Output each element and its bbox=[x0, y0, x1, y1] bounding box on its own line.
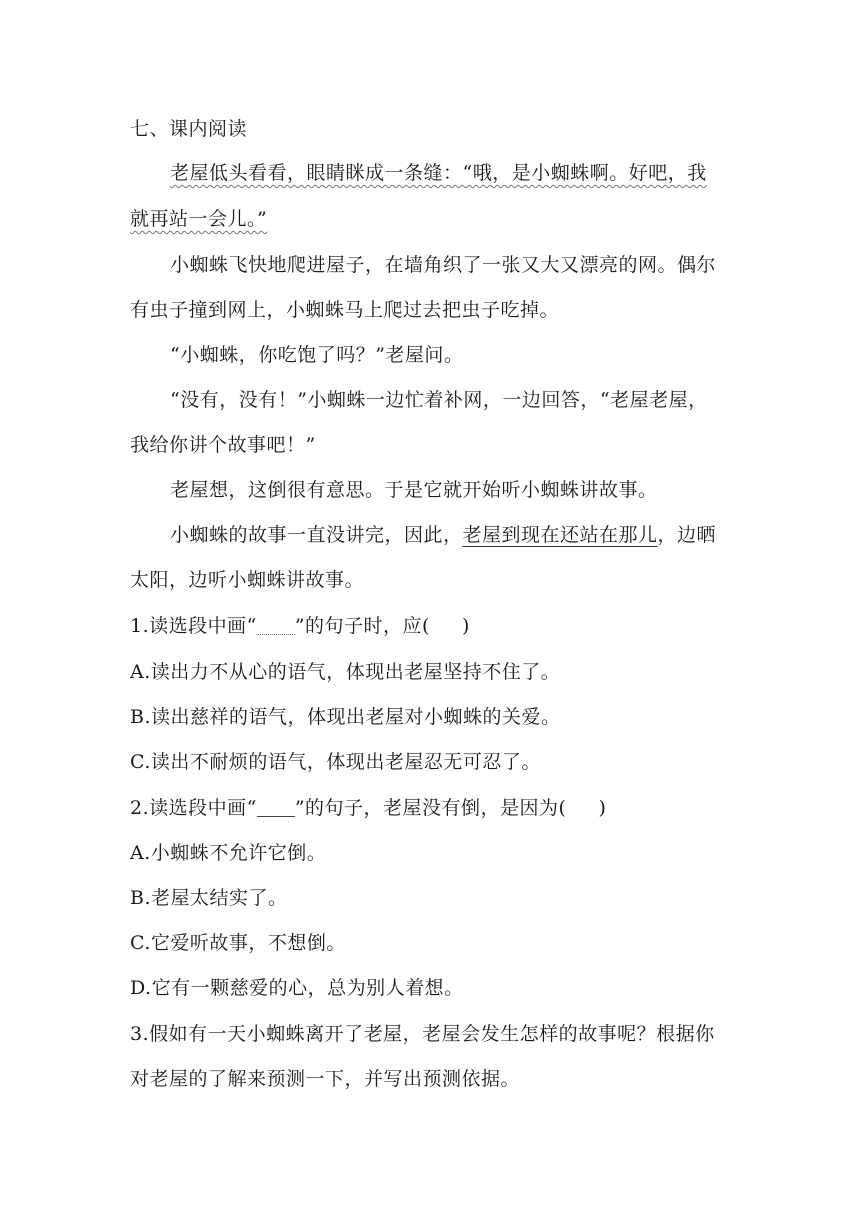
passage-paragraph-3: “小蜘蛛，你吃饱了吗？”老屋问。 bbox=[170, 344, 464, 366]
passage-paragraph-2-line-2: 有虫子撞到网上，小蜘蛛马上爬过去把虫子吃掉。 bbox=[130, 299, 560, 321]
paragraph-6-text-after: ，边晒 bbox=[657, 524, 717, 546]
q1-option-c: C.读出不耐烦的语气，体现出老屋忍无可忍了。 bbox=[130, 751, 541, 773]
section-title: 七、课内阅读 bbox=[130, 118, 248, 140]
passage-paragraph-6-line-1 bbox=[170, 522, 716, 548]
q2-stem-pre: 2.读选段中画“ bbox=[130, 797, 257, 819]
q2-stem-post: ”的句子，老屋没有倒，是因为( bbox=[294, 797, 567, 819]
passage-paragraph-4-line-1: “没有，没有！”小蜘蛛一边忙着补网，一边回答，“老屋老屋， bbox=[170, 389, 708, 411]
q2-stem-end: ) bbox=[598, 797, 607, 819]
q1-option-b: B.读出慈祥的语气，体现出老屋对小蜘蛛的关爱。 bbox=[130, 706, 561, 728]
passage-paragraph-2-line-1: 小蜘蛛飞快地爬进屋子，在墙角织了一张又大又漂亮的网。偶尔 bbox=[170, 254, 717, 276]
q2-option-c: C.它爱听故事，不想倒。 bbox=[130, 932, 346, 954]
q1-stem-pre: 1.读选段中画“ bbox=[130, 615, 257, 637]
wavy-underlined-sentence-end: 就再站一会儿。” bbox=[130, 208, 268, 230]
passage-paragraph-4-line-2: 我给你讲个故事吧！” bbox=[130, 434, 316, 456]
q2-option-a: A.小蜘蛛不允许它倒。 bbox=[130, 842, 327, 864]
wavy-underlined-sentence: 老屋低头看看，眼睛眯成一条缝：“哦，是小蜘蛛啊。好吧，我 bbox=[170, 162, 707, 184]
passage-paragraph-1-line-2 bbox=[130, 206, 267, 232]
question-2-stem bbox=[130, 795, 606, 821]
wavy-line-sample bbox=[257, 620, 295, 635]
question-1-stem bbox=[130, 613, 470, 639]
passage-paragraph-5: 老屋想，这倒很有意思。于是它就开始听小蜘蛛讲故事。 bbox=[170, 479, 658, 501]
q2-option-d: D.它有一颗慈爱的心，总为别人着想。 bbox=[130, 977, 464, 999]
q1-stem-post: ”的句子时，应( bbox=[294, 615, 430, 637]
paragraph-6-text-before: 小蜘蛛的故事一直没讲完，因此， bbox=[170, 524, 463, 546]
straight-underlined-sentence: 老屋到现在还站在那儿 bbox=[462, 524, 658, 546]
question-3-line-1: 3.假如有一天小蜘蛛离开了老屋，老屋会发生怎样的故事呢？根据你 bbox=[130, 1023, 715, 1045]
question-3-line-2: 对老屋的了解来预测一下，并写出预测依据。 bbox=[130, 1068, 521, 1090]
passage-paragraph-6-line-2: 太阳，边听小蜘蛛讲故事。 bbox=[130, 569, 365, 591]
q1-option-a: A.读出力不从心的语气，体现出老屋坚持不住了。 bbox=[130, 661, 561, 683]
straight-line-sample bbox=[257, 802, 295, 817]
passage-paragraph-1-line-1 bbox=[170, 160, 707, 186]
q1-stem-end: ) bbox=[461, 615, 470, 637]
q2-option-b: B.老屋太结实了。 bbox=[130, 887, 288, 909]
